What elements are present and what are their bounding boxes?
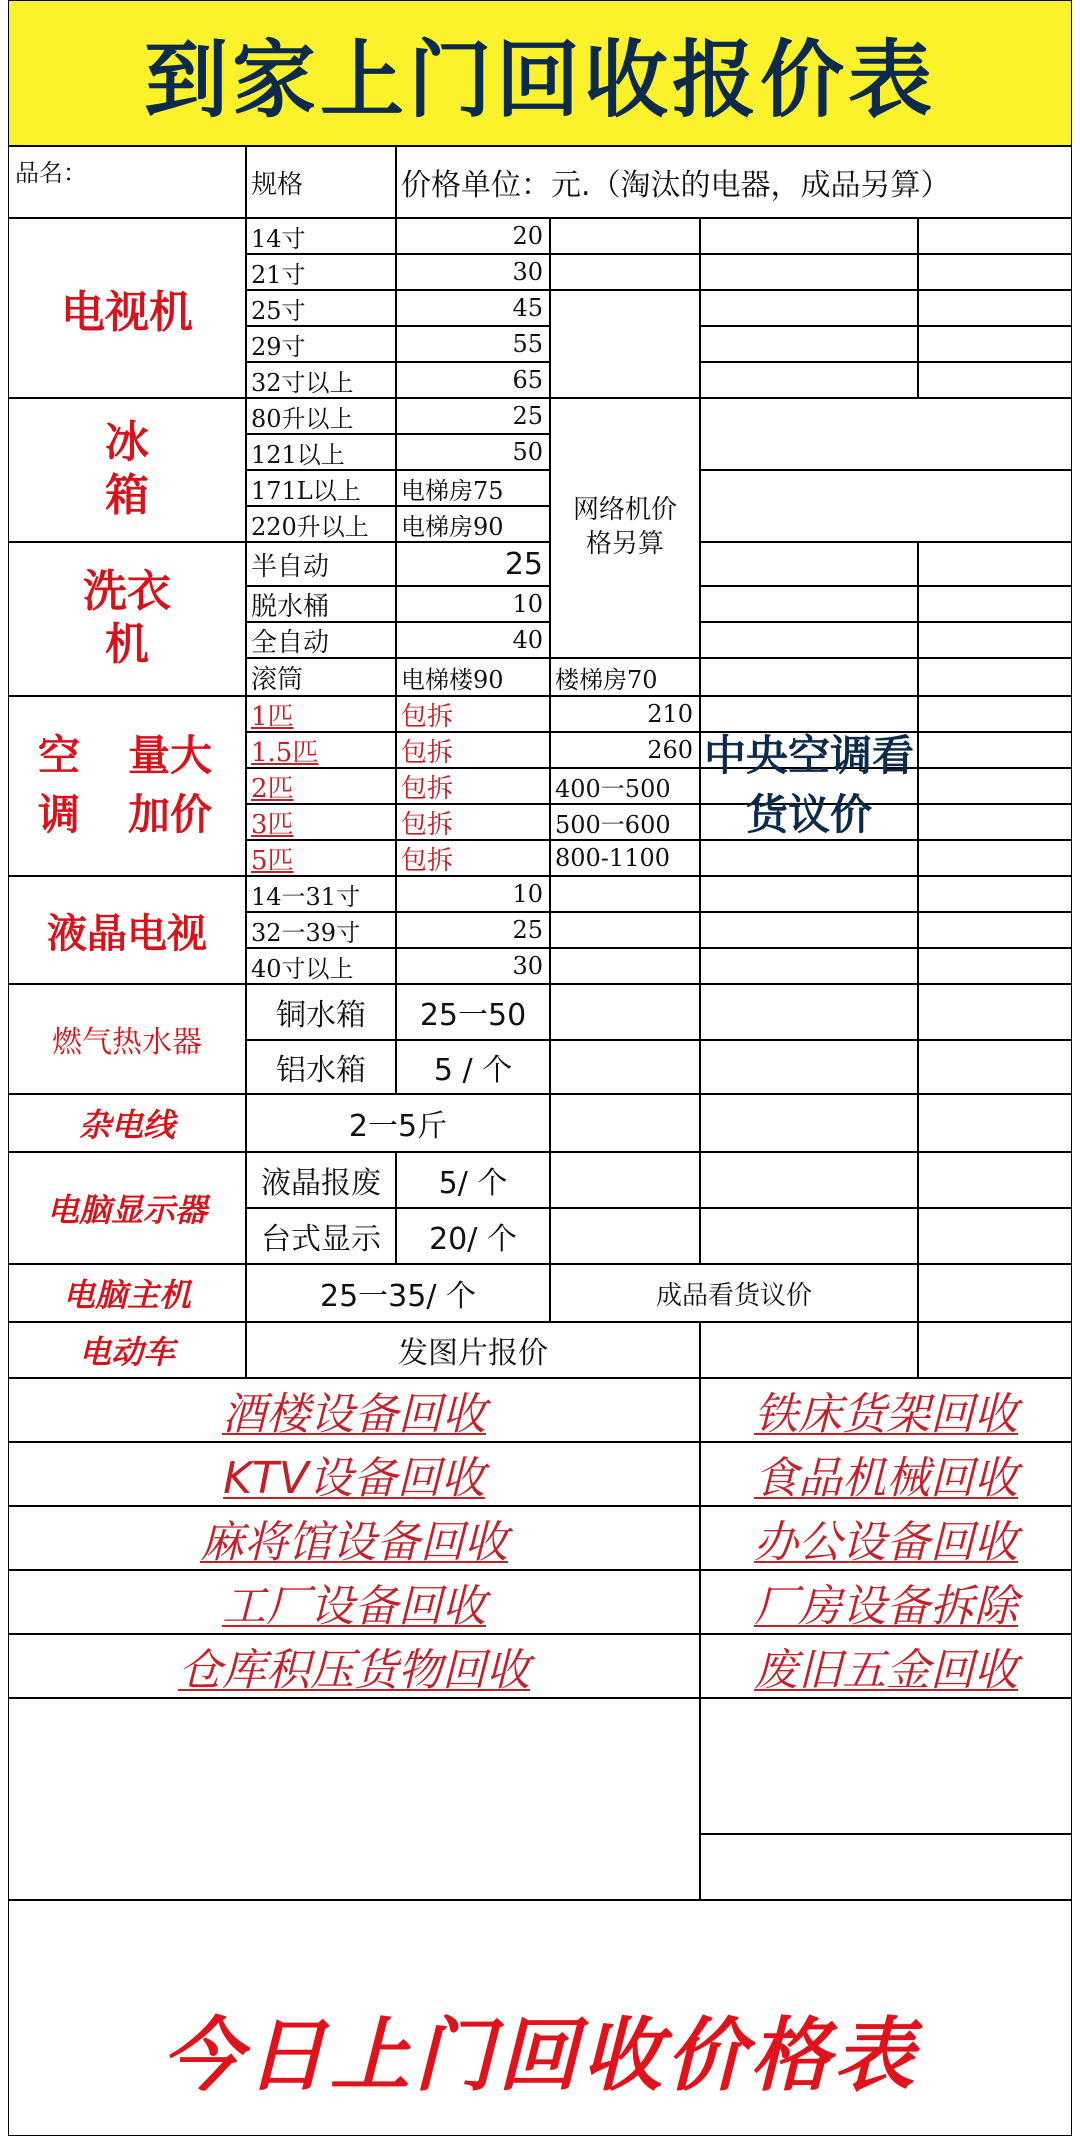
name-header: 品名： (8, 146, 246, 218)
empty-cell (918, 912, 1072, 948)
empty-cell (918, 1208, 1072, 1264)
empty-cell (700, 1698, 1072, 1834)
lcd-price: 10 (396, 876, 550, 912)
fridge-price: 25 (396, 398, 550, 434)
service-item: 厂房设备拆除 (700, 1570, 1072, 1634)
washer-spec: 滚筒 (246, 658, 396, 696)
empty-cell (700, 1094, 918, 1152)
tv-spec: 25寸 (246, 290, 396, 326)
sheet-title: 到家上门回收报价表 (8, 0, 1072, 146)
empty-cell (550, 1094, 700, 1152)
category-fridge: 冰箱 (8, 398, 246, 542)
ac-mode: 包拆 (396, 696, 550, 732)
empty-cell (700, 1322, 918, 1378)
lcd-spec: 40寸以上 (246, 948, 396, 984)
empty-cell (550, 876, 700, 912)
empty-cell (918, 984, 1072, 1040)
ebike-note: 发图片报价 (246, 1322, 700, 1378)
tv-spec: 14寸 (246, 218, 396, 254)
central-ac-note: 中央空调看货议价 (703, 731, 914, 839)
empty-cell (550, 1040, 700, 1094)
empty-cell (550, 290, 700, 398)
empty-cell (918, 254, 1072, 290)
empty-cell (918, 542, 1072, 586)
empty-cell (700, 362, 918, 398)
empty-cell (918, 948, 1072, 984)
pc-note: 成品看货议价 (550, 1264, 918, 1322)
lcd-price: 25 (396, 912, 550, 948)
washer-extra-price: 楼梯房70 (550, 658, 700, 696)
empty-cell (8, 1698, 700, 1900)
service-item: 食品机械回收 (700, 1442, 1072, 1506)
empty-cell (700, 1208, 918, 1264)
tv-spec: 32寸以上 (246, 362, 396, 398)
ac-name: 空调 (38, 731, 81, 839)
empty-cell (700, 398, 1072, 470)
monitor-spec: 液晶报废 (246, 1152, 396, 1208)
empty-cell (918, 1322, 1072, 1378)
empty-cell (550, 912, 700, 948)
empty-cell (918, 218, 1072, 254)
ac-mode: 包拆 (396, 768, 550, 804)
heater-price: 25一50 (396, 984, 550, 1040)
service-item: 麻将馆设备回收 (8, 1506, 700, 1570)
ac-spec: 5匹 (246, 840, 396, 876)
empty-cell (700, 622, 918, 658)
washer-price: 电梯楼90 (396, 658, 550, 696)
empty-cell (550, 218, 700, 254)
tv-spec: 29寸 (246, 326, 396, 362)
heater-spec: 铝水箱 (246, 1040, 396, 1094)
fridge-spec: 80升以上 (246, 398, 396, 434)
category-tv: 电视机 (8, 218, 246, 398)
empty-cell (700, 948, 918, 984)
empty-cell (918, 1040, 1072, 1094)
empty-cell (918, 586, 1072, 622)
pc-price: 25一35/ 个 (246, 1264, 550, 1322)
washer-price: 10 (396, 586, 550, 622)
service-item: 铁床货架回收 (700, 1378, 1072, 1442)
empty-cell (918, 840, 1072, 876)
fridge-spec: 220升以上 (246, 506, 396, 542)
category-wire: 杂电线 (8, 1094, 246, 1152)
ac-spec: 1.5匹 (246, 732, 396, 768)
empty-cell (918, 1094, 1072, 1152)
empty-cell (700, 586, 918, 622)
empty-cell (918, 622, 1072, 658)
service-item: 工厂设备回收 (8, 1570, 700, 1634)
empty-cell (550, 254, 700, 290)
empty-cell (918, 290, 1072, 326)
price-unit-note: 价格单位：元.（淘汰的电器，成品另算） (396, 146, 1072, 218)
ac-spec: 1匹 (246, 696, 396, 732)
tv-price: 20 (396, 218, 550, 254)
category-lcd-tv: 液晶电视 (8, 876, 246, 984)
empty-cell (700, 326, 918, 362)
ac-price: 800-1100 (550, 840, 700, 876)
category-monitor: 电脑显示器 (8, 1152, 246, 1264)
ac-spec: 2匹 (246, 768, 396, 804)
washer-spec: 脱水桶 (246, 586, 396, 622)
empty-cell (700, 470, 1072, 542)
heater-price: 5 / 个 (396, 1040, 550, 1094)
lcd-spec: 14一31寸 (246, 876, 396, 912)
empty-cell (918, 768, 1072, 804)
ac-price: 260 (550, 732, 700, 768)
empty-cell (700, 658, 918, 696)
category-water-heater: 燃气热水器 (8, 984, 246, 1094)
ac-price: 400一500 (550, 768, 700, 804)
category-ac (8, 696, 246, 876)
empty-cell (550, 984, 700, 1040)
heater-spec: 铜水箱 (246, 984, 396, 1040)
ac-mode: 包拆 (396, 840, 550, 876)
empty-cell (700, 984, 918, 1040)
empty-cell (918, 1152, 1072, 1208)
fridge-price: 50 (396, 434, 550, 470)
empty-cell (700, 1834, 1072, 1900)
spec-header: 规格 (246, 146, 396, 218)
empty-cell (918, 732, 1072, 768)
washer-spec: 全自动 (246, 622, 396, 658)
ac-price: 210 (550, 696, 700, 732)
service-item: 废旧五金回收 (700, 1634, 1072, 1698)
empty-cell (918, 326, 1072, 362)
monitor-price: 20/ 个 (396, 1208, 550, 1264)
fridge-spec: 171L以上 (246, 470, 396, 506)
online-price-note: 网络机价格另算 (550, 398, 700, 658)
ac-mode: 包拆 (396, 732, 550, 768)
lcd-spec: 32一39寸 (246, 912, 396, 948)
service-item: 仓库积压货物回收 (8, 1634, 700, 1698)
service-item: KTV设备回收 (8, 1442, 700, 1506)
empty-cell (550, 1208, 700, 1264)
empty-cell (700, 254, 918, 290)
empty-cell (700, 1040, 918, 1094)
empty-cell (700, 218, 918, 254)
category-washer: 洗衣机 (8, 542, 246, 696)
ac-spec: 3匹 (246, 804, 396, 840)
empty-cell (918, 876, 1072, 912)
empty-cell (918, 804, 1072, 840)
tv-spec: 21寸 (246, 254, 396, 290)
empty-cell (700, 542, 918, 586)
monitor-spec: 台式显示 (246, 1208, 396, 1264)
lcd-price: 30 (396, 948, 550, 984)
washer-spec: 半自动 (246, 542, 396, 586)
category-pc: 电脑主机 (8, 1264, 246, 1322)
tv-price: 65 (396, 362, 550, 398)
ac-volume-note: 量大加价 (128, 731, 213, 839)
service-item: 酒楼设备回收 (8, 1378, 700, 1442)
fridge-price: 电梯房90 (396, 506, 550, 542)
fridge-spec: 121以上 (246, 434, 396, 470)
empty-cell (918, 658, 1072, 696)
service-item: 办公设备回收 (700, 1506, 1072, 1570)
washer-price: 40 (396, 622, 550, 658)
empty-cell (700, 912, 918, 948)
empty-cell (550, 1152, 700, 1208)
tv-price: 55 (396, 326, 550, 362)
empty-cell (700, 876, 918, 912)
wire-price: 2一5斤 (246, 1094, 550, 1152)
tv-price: 45 (396, 290, 550, 326)
empty-cell (700, 1152, 918, 1208)
category-ebike: 电动车 (8, 1322, 246, 1378)
washer-price: 25 (396, 542, 550, 586)
fridge-price: 电梯房75 (396, 470, 550, 506)
tv-price: 30 (396, 254, 550, 290)
empty-cell (550, 948, 700, 984)
ac-price: 500一600 (550, 804, 700, 840)
empty-cell (918, 696, 1072, 732)
empty-cell (918, 362, 1072, 398)
ac-mode: 包拆 (396, 804, 550, 840)
empty-cell (918, 1264, 1072, 1322)
empty-cell (700, 290, 918, 326)
monitor-price: 5/ 个 (396, 1152, 550, 1208)
footer-title: 今日上门回收价格表 (8, 1900, 1072, 2136)
